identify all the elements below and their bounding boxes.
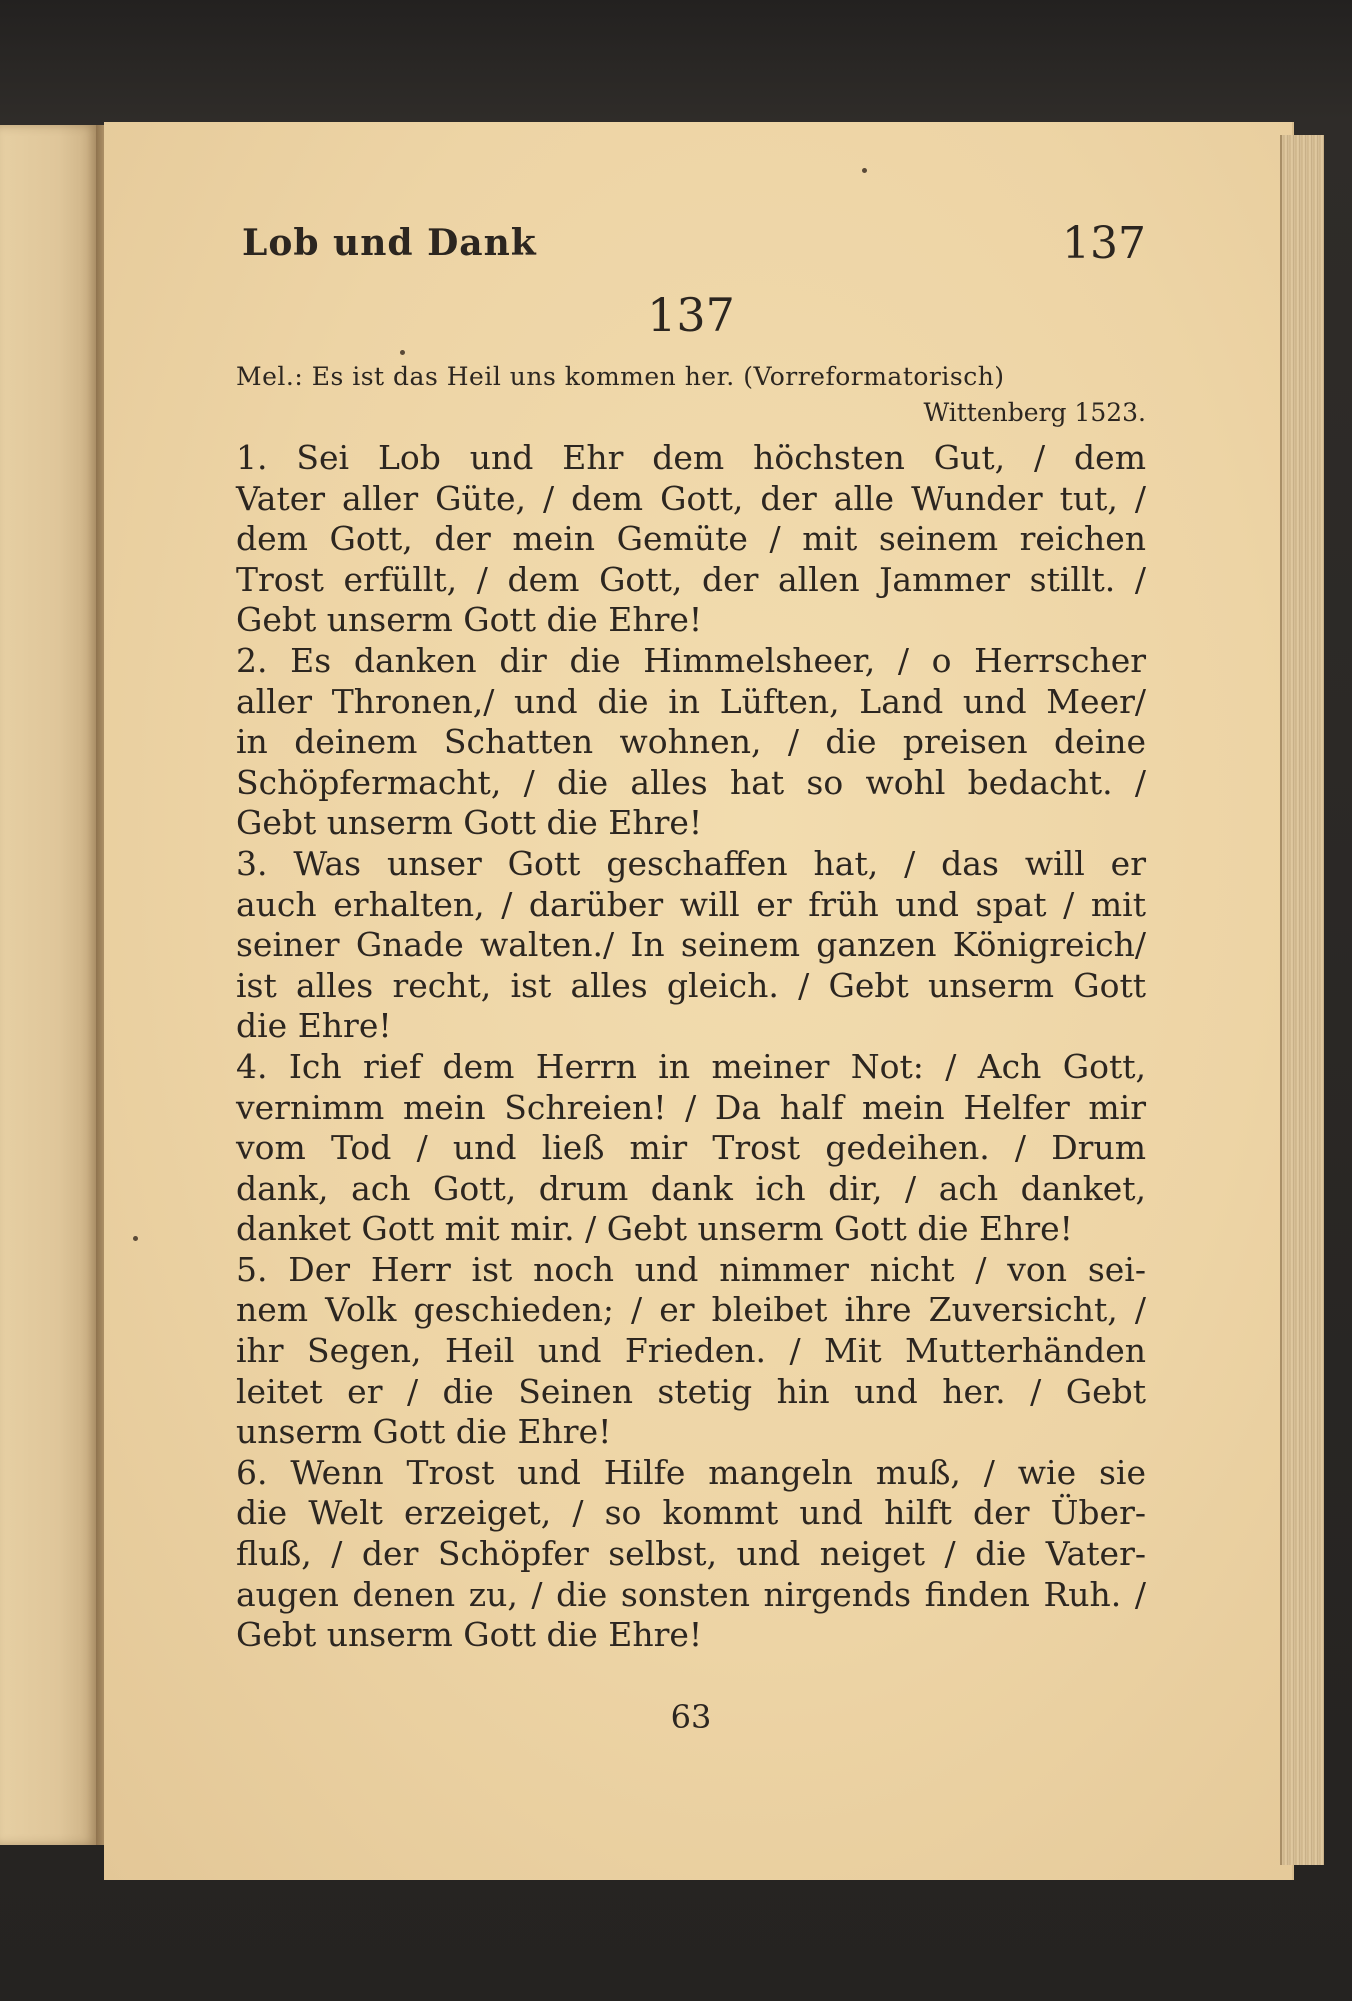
melody-source: Wittenberg 1523. xyxy=(923,398,1146,427)
verse-line: die Welt erzeiget, / so kommt und hilft der Über- xyxy=(236,1493,1146,1533)
verse-line: nem Volk geschieden; / er bleibet ihre Zuversicht, / xyxy=(236,1290,1146,1330)
verse xyxy=(236,438,1146,641)
hymn-number: 137 xyxy=(647,288,735,342)
verse-line: ist alles recht, ist alles gleich. / Gebt unserm Gott xyxy=(236,965,1146,1005)
running-title: Lob und Dank xyxy=(242,222,537,264)
verse-line: 4. Ich rief dem Herrn in meiner Not: / Ach Gott, xyxy=(236,1046,1146,1086)
verse xyxy=(236,844,1146,1047)
verse-line: dem Gott, der mein Gemüte / mit seinem reichen xyxy=(236,519,1146,559)
hymn-verses xyxy=(236,438,1146,1656)
verse-line: unserm Gott die Ehre! xyxy=(236,1412,612,1452)
melody-line: Mel.: Es ist das Heil uns kommen her. (Vorreformatorisch) xyxy=(236,362,1005,391)
paper-speck xyxy=(400,350,405,355)
verse-line: dank, ach Gott, drum dank ich dir, / ach danket, xyxy=(236,1168,1146,1208)
verse-line: auch erhalten, / darüber will er früh und spat / mit xyxy=(236,884,1146,924)
verse-line: Gebt unserm Gott die Ehre! xyxy=(236,600,703,640)
verse-line: Vater aller Güte, / dem Gott, der alle Wunder tut, / xyxy=(236,478,1146,518)
verse xyxy=(236,1047,1146,1250)
verse-line: leitet er / die Seinen stetig hin und her. / Gebt xyxy=(236,1371,1146,1411)
verse-line: seiner Gnade walten./ In seinem ganzen Königreich/ xyxy=(236,925,1146,965)
verse-line: ihr Segen, Heil und Frieden. / Mit Mutterhänden xyxy=(236,1331,1146,1371)
verse-line: Gebt unserm Gott die Ehre! xyxy=(236,1615,703,1655)
left-page-edge xyxy=(0,125,98,1845)
verse-line: augen denen zu, / die sonsten nirgends finden Ruh. / xyxy=(236,1574,1146,1614)
verse-line: 1. Sei Lob und Ehr dem höchsten Gut, / dem xyxy=(236,438,1146,477)
paper-speck xyxy=(862,168,867,173)
verse-line: in deinem Schatten wohnen, / die preisen deine xyxy=(236,722,1146,762)
verse xyxy=(236,641,1146,844)
verse-line: Gebt unserm Gott die Ehre! xyxy=(236,803,703,843)
verse xyxy=(236,1453,1146,1656)
page-header xyxy=(236,218,1146,282)
verse-line: Schöpfermacht, / die alles hat so wohl bedacht. / xyxy=(236,762,1146,802)
verse-line: aller Thronen,/ und die in Lüften, Land und Meer/ xyxy=(236,681,1146,721)
header-hymn-number: 137 xyxy=(1062,218,1146,269)
verse xyxy=(236,1250,1146,1453)
verse-line: vernimm mein Schreien! / Da half mein Helfer mir xyxy=(236,1087,1146,1127)
verse-line: 2. Es danken dir die Himmelsheer, / o Herrscher xyxy=(236,640,1146,680)
verse-line: danket Gott mit mir. / Gebt unserm Gott die Ehre! xyxy=(236,1209,1073,1249)
verse-line: die Ehre! xyxy=(236,1006,392,1046)
verse-line: 6. Wenn Trost und Hilfe mangeln muß, / wie sie xyxy=(236,1452,1146,1492)
verse-line: Trost erfüllt, / dem Gott, der allen Jammer stillt. / xyxy=(236,559,1146,599)
verse-line: 5. Der Herr ist noch und nimmer nicht / von sei- xyxy=(236,1249,1146,1289)
page-number: 63 xyxy=(670,1698,712,1736)
verse-line: 3. Was unser Gott geschaffen hat, / das will er xyxy=(236,843,1146,883)
verse-line: fluß, / der Schöpfer selbst, und neiget / die Vater- xyxy=(236,1534,1146,1574)
paper-speck xyxy=(133,1236,138,1241)
page-edges xyxy=(1280,135,1324,1865)
verse-line: vom Tod / und ließ mir Trost gedeihen. / Drum xyxy=(236,1128,1146,1168)
